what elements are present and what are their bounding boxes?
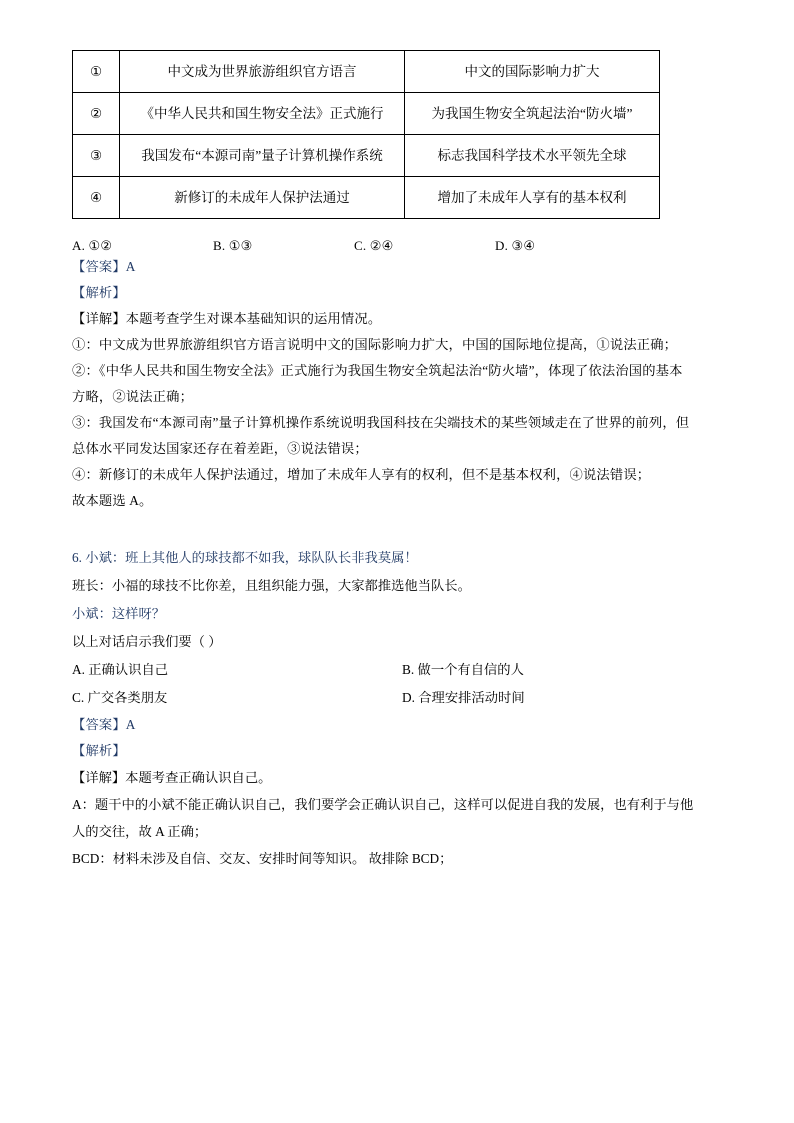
row-statement: 中文成为世界旅游组织官方语言 — [120, 51, 405, 93]
option-a[interactable]: A. ①② — [72, 238, 113, 253]
row-number: ② — [73, 93, 120, 135]
answer-label-q5: 【答案】A — [72, 259, 136, 274]
option-c[interactable]: C. ②④ — [354, 238, 394, 253]
detail-line: 总体水平同发达国家还存在着差距，③说法错误； — [72, 441, 368, 456]
option-b[interactable]: B. ①③ — [213, 238, 253, 253]
question6-choices-row1 — [72, 656, 726, 684]
question6-block — [72, 544, 726, 712]
detail-line: ②：《中华人民共和国生物安全法》正式施行为我国生物安全筑起法治“防火墙”，体现了依法治国的基本 — [72, 363, 683, 378]
analysis-label-q5: 【解析】 — [72, 285, 126, 300]
detail-line: ①：中文成为世界旅游组织官方语言说明中文的国际影响力扩大，中国的国际地位提高，①说法正确； — [72, 337, 678, 352]
row-conclusion: 为我国生物安全筑起法治“防火墙” — [405, 93, 660, 135]
detail-line: 【详解】本题考查正确认识自己。 — [72, 770, 272, 785]
spacer — [68, 514, 726, 544]
detail-line: A：题干中的小斌不能正确认识自己，我们要学会正确认识自己，这样可以促进自我的发展，也有利于与他 — [72, 797, 694, 812]
row-conclusion: 标志我国科学技术水平领先全球 — [405, 135, 660, 177]
row-conclusion: 中文的国际影响力扩大 — [405, 51, 660, 93]
table-row — [73, 51, 660, 93]
question5-options — [72, 238, 726, 254]
question6-stem: 6. 小斌：班上其他人的球技都不如我，球队队长非我莫属！ — [72, 550, 418, 565]
option-d[interactable]: D. 合理安排活动时间 — [402, 690, 525, 705]
analysis-label-q6: 【解析】 — [72, 743, 126, 758]
statements-table — [72, 50, 660, 219]
option-b[interactable]: B. 做一个有自信的人 — [402, 662, 524, 677]
detail-line: 【详解】本题考查学生对课本基础知识的运用情况。 — [72, 311, 382, 326]
detail-line: ④：新修订的未成年人保护法通过，增加了未成年人享有的权利，但不是基本权利，④说法错误； — [72, 467, 651, 482]
row-statement: 新修订的未成年人保护法通过 — [120, 177, 405, 219]
detail-line: 方略，②说法正确； — [72, 389, 194, 404]
detail-line: 人的交往，故 A 正确； — [72, 824, 208, 839]
option-c[interactable]: C. 广交各类朋友 — [72, 690, 168, 705]
question6-line2: 班长：小福的球技不比你差，且组织能力强，大家都推选他当队长。 — [72, 578, 471, 593]
row-number: ① — [73, 51, 120, 93]
table-body — [73, 51, 660, 219]
detail-line: BCD：材料未涉及自信、交友、安排时间等知识。 故排除 BCD； — [72, 851, 453, 866]
row-statement: 《中华人民共和国生物安全法》正式施行 — [120, 93, 405, 135]
row-number: ④ — [73, 177, 120, 219]
detail-line: 故本题选 A。 — [72, 493, 153, 508]
question6-choices-row2 — [72, 684, 726, 712]
row-conclusion: 增加了未成年人享有的基本权利 — [405, 177, 660, 219]
row-number: ③ — [73, 135, 120, 177]
row-statement: 我国发布“本源司南”量子计算机操作系统 — [120, 135, 405, 177]
question6-prompt: 以上对话启示我们要（ ） — [72, 634, 222, 649]
detail-line: ③：我国发布“本源司南”量子计算机操作系统说明我国科技在尖端技术的某些领域走在了世界的前列，但 — [72, 415, 690, 430]
table-row — [73, 177, 660, 219]
table-row — [73, 135, 660, 177]
option-d[interactable]: D. ③④ — [495, 238, 536, 253]
answer-label-q6: 【答案】A — [72, 717, 136, 732]
option-a[interactable]: A. 正确认识自己 — [72, 662, 169, 677]
table-row — [73, 93, 660, 135]
question6-line3: 小斌：这样呀？ — [72, 606, 166, 621]
